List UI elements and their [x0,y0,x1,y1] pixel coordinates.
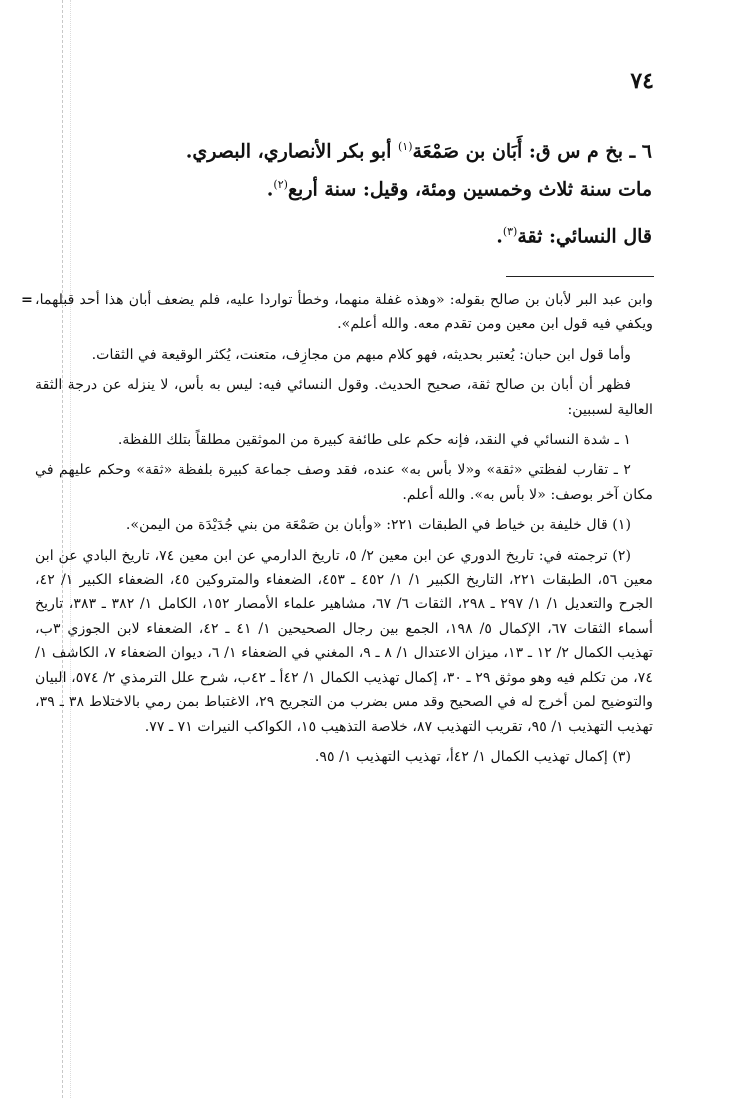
continuation-text: وابن عبد البر لأبان بن صالح بقوله: «وهذه غفلة منهما، وخطأ تواردا عليه، فلم يضعف أبان هذا أحد قبلهما، ويكفي فيه قول ابن معين ومن تقدم معه. والله أعلم». [35,292,653,333]
footnote-paragraph: ١ ـ شدة النسائي في النقد، فإنه حكم على طائفة كبيرة من الموثقين مطلقاً بتلك اللفظة. [117,432,631,449]
page-number: ٧٤ [630,68,654,94]
death-date-text: مات سنة ثلاث وخمسين ومئة، وقيل: سنة أربع [287,178,652,201]
continuation-mark: = [21,292,33,308]
footnote-continuation [21,288,653,337]
footnote-2: (٢) ترجمته في: تاريخ الدوري عن ابن معين ٢/ ٥، تاريخ الدارمي عن ابن معين ٧٤، تاريخ البادي عن ابن معين ٥٦، الطبقات ٢٢١، التاريخ الكبير ١/ ١/ ٤٥٢ ـ ٤٥٣، الضعفاء والمتروكين ٤٥، الضعفاء الكبير ١/ ٤٢، الجرح والتعديل ١/ ١/ ٢٩٧ ـ ٢٩٨، الثقات ٦/ ٦٧، مشاهير علماء الأمصار ١٥٢، الكامل ١/ ٣٨٢ ـ ٣٨٣، تاريخ أسماء الثقات ٦٧، الإكمال ٥/ ١٩٨، الجمع بين رجال الصحيحين ١/ ٤١ ـ ٤٢، الضعفاء لابن الجوزي ٣ب، تهذيب الكمال ٢/ ١٢ ـ ١٣، ميزان الاعتدال ١/ ٨ ـ ٩، المغني في الضعفاء ١/ ٦، ديوان الضعفاء ٧، الكاشف ١/ ٧٤، من تكلم فيه وهو موثق ٢٩ ـ ٣٠، إكمال تهذيب الكمال ١/ ٤٢أ ـ ٤٢ب، شرح علل الترمذي ٢/ ٥٧٤، البيان والتوضيح لمن أخرج له في الصحيح وقد مس بضرب من التجريح ٢٩، الاغتباط بمن رمي بالاختلاط ٣٨ ـ ٣٩، تهذيب التهذيب ١/ ٩٥، تقريب التهذيب ٨٧، خلاصة التذهيب ١٥، الكواكب النيرات ٧١ ـ ٧٧. [35,547,654,735]
footnote-paragraph: فظهر أن أبان بن صالح ثقة، صحيح الحديث. وقول النسائي فيه: ليس به بأس، لا ينزله عن درجة الثقة العالية لسببين: [35,377,653,418]
footnote-paragraph: وأما قول ابن حبان: يُعتبر بحديثه، فهو كلام مبهم من مجازِف، متعنت، يُكثر الوقيعة في الثقات. [91,346,631,363]
narrator-entry [92,130,652,207]
footnote-paragraph: ٢ ـ تقارب لفظتي «ثقة» و«لا بأس به» عنده، فقد وصف جماعة كبيرة بلفظة «ثقة» وحكم عليهم في مكان آخر بوصف: «لا بأس به». والله أعلم. [35,462,653,503]
footnote-ref: (٢) [273,178,288,192]
footnote-1: (١) قال خليفة بن خياط في الطبقات ٢٢١: «وأبان بن صَمْعَة من بني جُدَيْدَة من اليمن». [125,517,631,534]
punctuation: . [496,225,503,248]
footnote-separator [506,276,654,277]
footnote-3: (٣) إكمال تهذيب الكمال ١/ ٤٢أ، تهذيب التهذيب ١/ ٩٥. [314,748,631,765]
nasai-verdict [92,215,652,253]
footnote-ref: (٣) [502,225,518,238]
punctuation: . [266,178,274,201]
verdict-text: قال النسائي: ثقة [517,225,652,248]
footnotes-section [21,288,654,775]
entry-heading-text: ٦ ـ بخ م س ق: أَبَان بن صَمْعَة [412,140,652,163]
entry-heading-rest: أبو بكر الأنصاري، البصري. [185,140,398,163]
entry-heading [92,130,652,168]
entry-death-date [92,168,652,206]
footnote-ref: (١) [397,140,413,153]
